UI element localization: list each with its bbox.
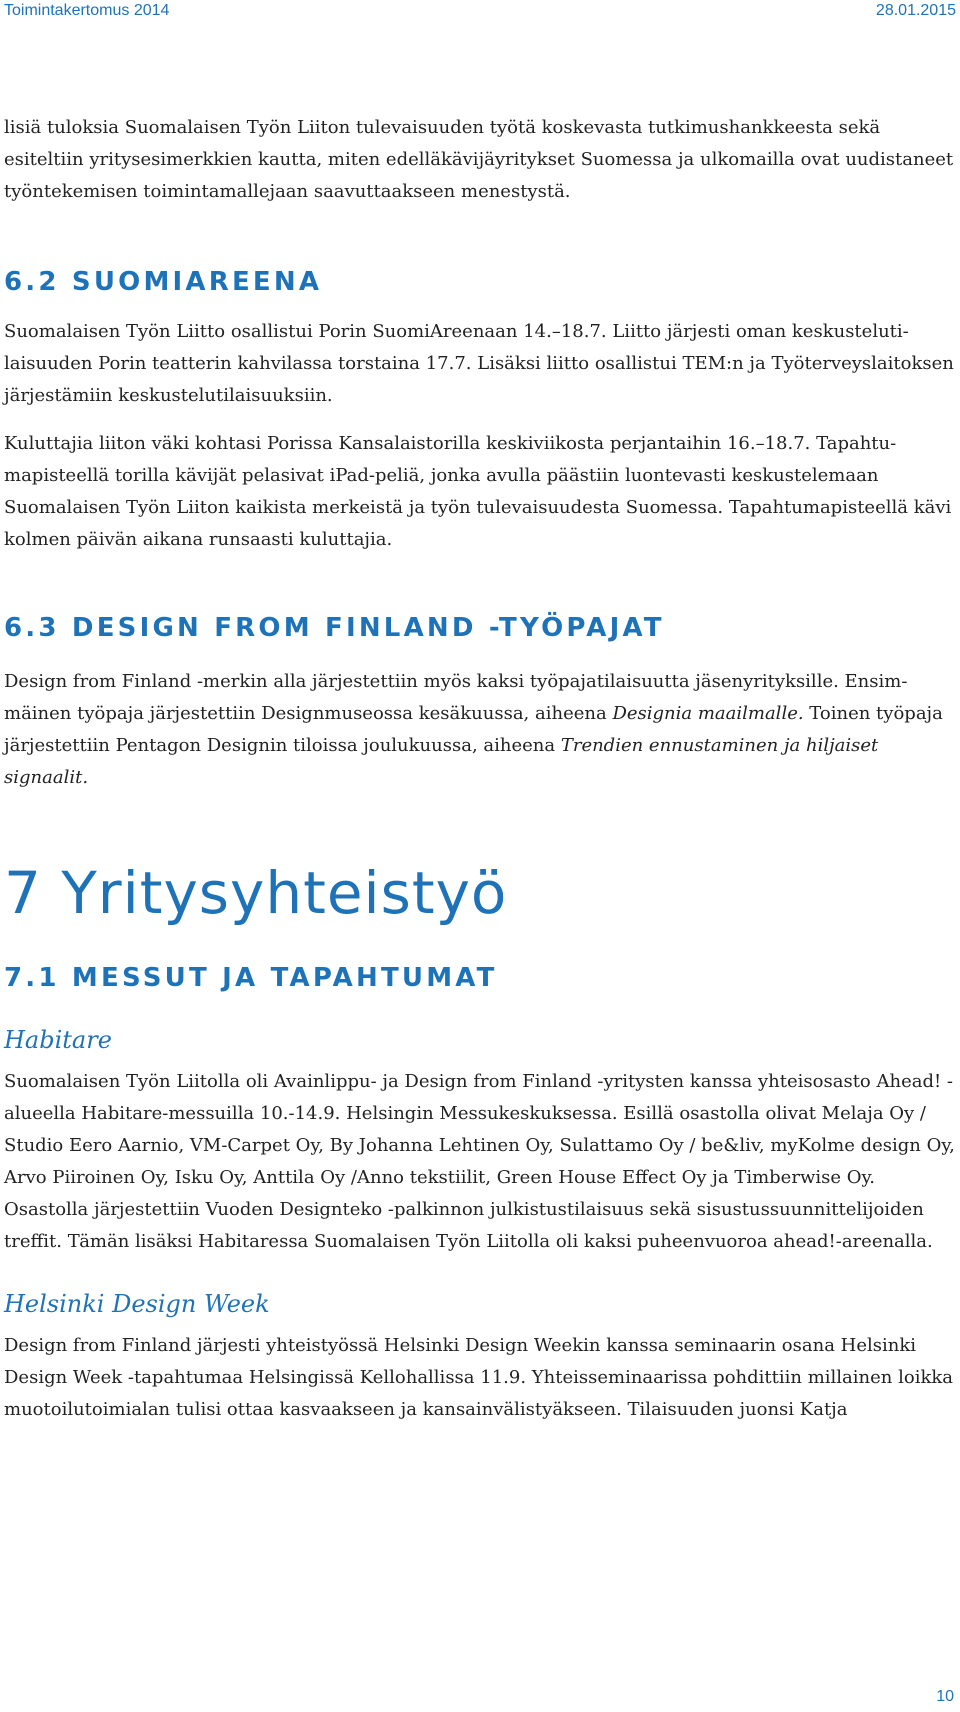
document-title: Toimintakertomus 2014 (4, 2, 170, 19)
section-6-3-italic-2: Trendien ennustaminen ja hiljaiset signaalit. (4, 735, 879, 788)
section-7-1-heading: 7.1 MESSUT JA TAPAHTUMAT (4, 963, 498, 993)
habitare-heading: Habitare (4, 1026, 112, 1054)
helsinki-design-week-paragraph: Design from Finland järjesti yhteistyössä Helsinki Design Weekin kanssa seminaarin osana Helsinki Design Week -tapahtumaa Helsingissä Kellohallissa 11.9. Yhteisseminaarissa pohdittiin millainen loikka muotoilutoimialan tulisi ottaa kasvaakseen ja kansainvälistyäkseen. Tilaisuuden juonsi Katja (4, 1335, 953, 1420)
section-6-2-paragraph-1: Suomalaisen Työn Liitto osallistui Porin SuomiAreenaan 14.–18.7. Liitto järjesti oman keskustelutilaisuuden Porin teatterin kahvilassa torstaina 17.7. Lisäksi liitto osallistui TEM:n ja Työterveyslaitoksen järjestämiin keskustelutilaisuuksiin. (4, 321, 954, 406)
page-content (4, 112, 956, 1426)
chapter-7-heading: 7 Yritysyhteistyö (4, 859, 508, 927)
section-6-3-text-2: Toinen työpaja järjestettiin Pentagon Designin tiloissa joulukuussa, aiheena (4, 703, 943, 756)
section-6-3-text-1: Design from Finland -merkin alla järjestettiin myös kaksi työpajatilaisuutta jäsenyrityksille. Ensimmäinen työpaja järjestettiin Designmuseossa kesäkuussa, aiheena (4, 671, 908, 724)
intro-paragraph: lisiä tuloksia Suomalaisen Työn Liiton tulevaisuuden työtä koskevasta tutkimushankkeesta sekä esiteltiin yritysesimerkkien kautta, miten edelläkävijäyritykset Suomessa ja ulkomailla ovat uudistaneet työntekemisen toimintamallejaan saavuttaakseen menestystä. (4, 117, 954, 202)
section-6-3-paragraph (4, 666, 956, 794)
section-6-2-paragraph-2: Kuluttajia liiton väki kohtasi Porissa Kansalaistorilla keskiviikosta perjantaihin 16.–18.7. Tapahtumapisteellä torilla kävijät pelasivat iPad-peliä, jonka avulla päästiin luontevasti keskustelemaan Suomalaisen Työn Liiton kaikista merkeistä ja työn tulevaisuudesta Suomessa. Tapahtumapisteellä kävi kolmen päivän aikana runsaasti kuluttajia. (4, 433, 952, 550)
page-header (0, 0, 960, 24)
section-6-3-heading: 6.3 DESIGN FROM FINLAND -TYÖPAJAT (4, 613, 665, 643)
page-number: 10 (936, 1688, 954, 1705)
document-date: 28.01.2015 (875, 2, 956, 19)
section-6-3-italic-1: Designia maailmalle. (612, 703, 804, 724)
section-6-2-heading: 6.2 SUOMIAREENA (4, 267, 323, 297)
helsinki-design-week-heading: Helsinki Design Week (4, 1290, 270, 1318)
habitare-paragraph: Suomalaisen Työn Liitolla oli Avainlippu- ja Design from Finland -yritysten kanssa yhteisosasto Ahead! -alueella Habitare-messuilla 10.-14.9. Helsingin Messukeskuksessa. Esillä osastolla olivat Melaja Oy / Studio Eero Aarnio, VM-Carpet Oy, By Johanna Lehtinen Oy, Sulattamo Oy / be&liv, myKolme design Oy, Arvo Piiroinen Oy, Isku Oy, Anttila Oy /Anno tekstiilit, Green House Effect Oy ja Timberwise Oy. Osastolla järjestettiin Vuoden Designteko -palkinnon julkistustilaisuus sekä sisustussuunnittelijoiden treffit. Tämän lisäksi Habitaressa Suomalaisen Työn Liitolla oli kaksi puheenvuoroa ahead!-areenalla. (4, 1071, 955, 1252)
